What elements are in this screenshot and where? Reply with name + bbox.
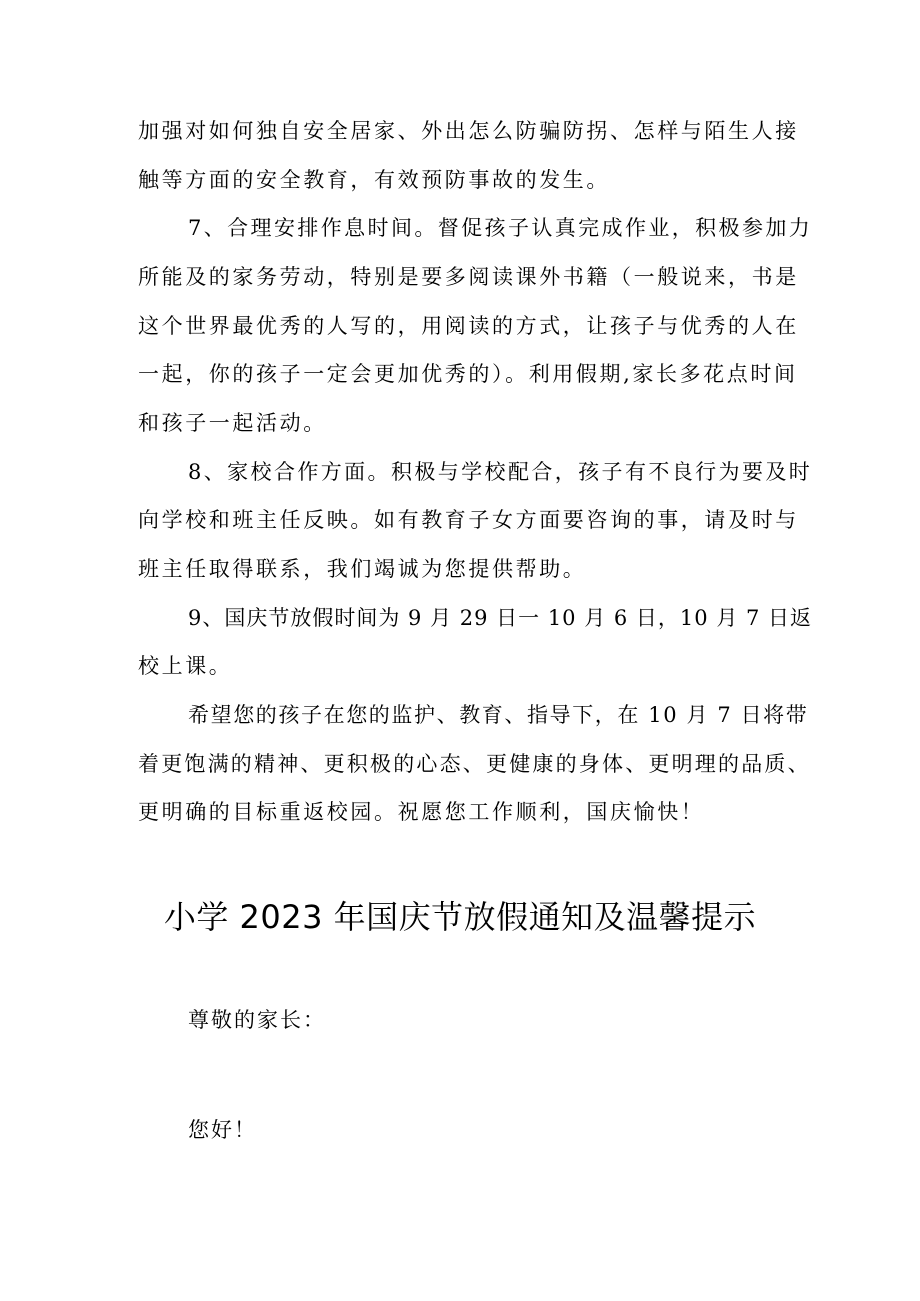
item-7-first-line: 7、合理安排作息时间。督促孩子认真完成作业，积极参加力 bbox=[188, 216, 813, 240]
item-8-first-line: 8、家校合作方面。积极与学校配合，孩子有不良行为要及时 bbox=[188, 460, 813, 484]
notice-title: 小学 2023 年国庆节放假通知及温馨提示 bbox=[163, 898, 757, 936]
closing-first-line: 希望您的孩子在您的监护、教育、指导下，在 10 月 7 日将带 bbox=[188, 703, 809, 727]
item-9-first-line: 9、国庆节放假时间为 9 月 29 日一 10 月 6 日，10 月 7 日返 bbox=[188, 606, 813, 630]
item-8-line-3: 班主任取得联系，我们竭诚为您提供帮助。 bbox=[138, 557, 587, 581]
paragraph-continuation-line-2: 触等方面的安全教育，有效预防事故的发生。 bbox=[138, 168, 610, 192]
closing-line-3: 更明确的目标重返校园。祝愿您工作顺利，国庆愉快！ bbox=[138, 800, 705, 824]
closing-line-2: 着更饱满的精神、更积极的心态、更健康的身体、更明理的品质、 bbox=[138, 752, 811, 776]
paragraph-continuation-line-1: 加强对如何独自安全居家、外出怎么防骗防拐、怎样与陌生人接 bbox=[138, 119, 799, 143]
item-7-line-2: 所能及的家务劳动，特别是要多阅读课外书籍（一般说来，书是 bbox=[138, 265, 799, 289]
salutation: 尊敬的家长： bbox=[188, 1008, 326, 1032]
item-9-line-2: 校上课。 bbox=[138, 654, 233, 678]
item-7-line-5: 和孩子一起活动。 bbox=[138, 411, 327, 435]
item-7-line-3: 这个世界最优秀的人写的，用阅读的方式，让孩子与优秀的人在 bbox=[138, 314, 799, 338]
greeting: 您好！ bbox=[188, 1118, 257, 1142]
item-8-line-2: 向学校和班主任反映。如有教育子女方面要咨询的事，请及时与 bbox=[138, 508, 799, 532]
item-7-line-4: 一起，你的孩子一定会更加优秀的）。利用假期,家长多花点时间 bbox=[138, 362, 798, 386]
